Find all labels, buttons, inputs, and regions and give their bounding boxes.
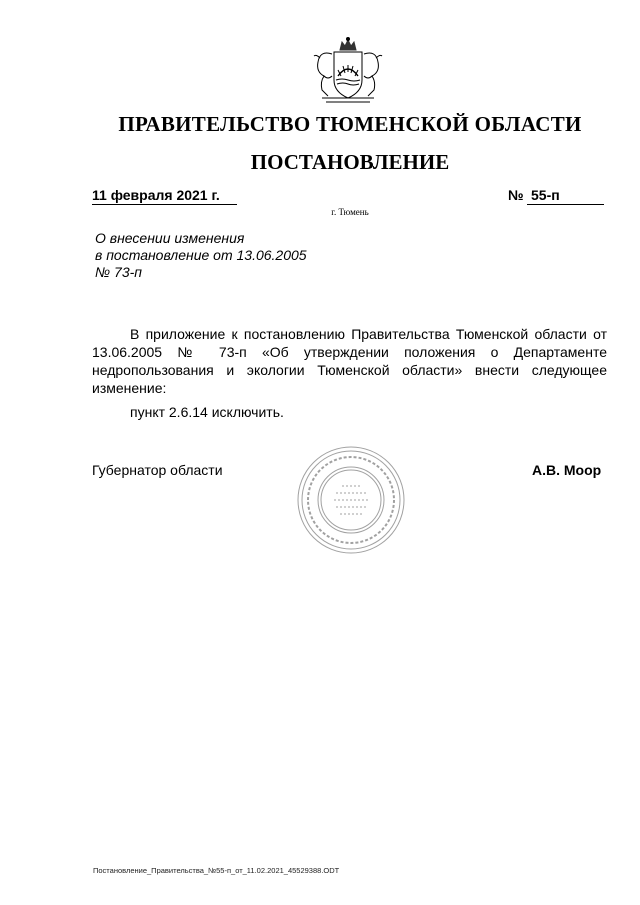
- document-body: [92, 325, 607, 421]
- subject-line: № 73-п: [95, 264, 142, 280]
- document-date: 11 февраля 2021 г.: [92, 187, 237, 205]
- government-title: ПРАВИТЕЛЬСТВО ТЮМЕНСКОЙ ОБЛАСТИ: [118, 112, 582, 136]
- signer-name: А.В. Моор: [532, 462, 602, 478]
- subject-line: в постановление от 13.06.2005: [95, 247, 307, 263]
- city: г. Тюмень: [331, 207, 369, 217]
- subject-line: О внесении изменения: [95, 230, 245, 246]
- document-subject: [95, 230, 355, 281]
- document-number: 55-п: [527, 187, 604, 205]
- official-seal-stamp: [296, 445, 406, 555]
- tyumen-region-coat-of-arms-icon: [308, 36, 388, 108]
- body-paragraph: В приложение к постановлению Правительства Тюменской области от 13.06.2005 № 73-п «Об утверждении положения о Департаменте недропользования и экологии Тюменской области» внести следующее изменение:: [92, 326, 607, 396]
- document-type: ПОСТАНОВЛЕНИЕ: [250, 150, 450, 174]
- footer-filename: Постановление_Правительства_№55-п_от_11.02.2021_45529388.ODT: [93, 866, 340, 875]
- document-number-label: №: [508, 187, 524, 203]
- body-paragraph: пункт 2.6.14 исключить.: [130, 404, 284, 420]
- signer-title: Губернатор области: [92, 462, 223, 478]
